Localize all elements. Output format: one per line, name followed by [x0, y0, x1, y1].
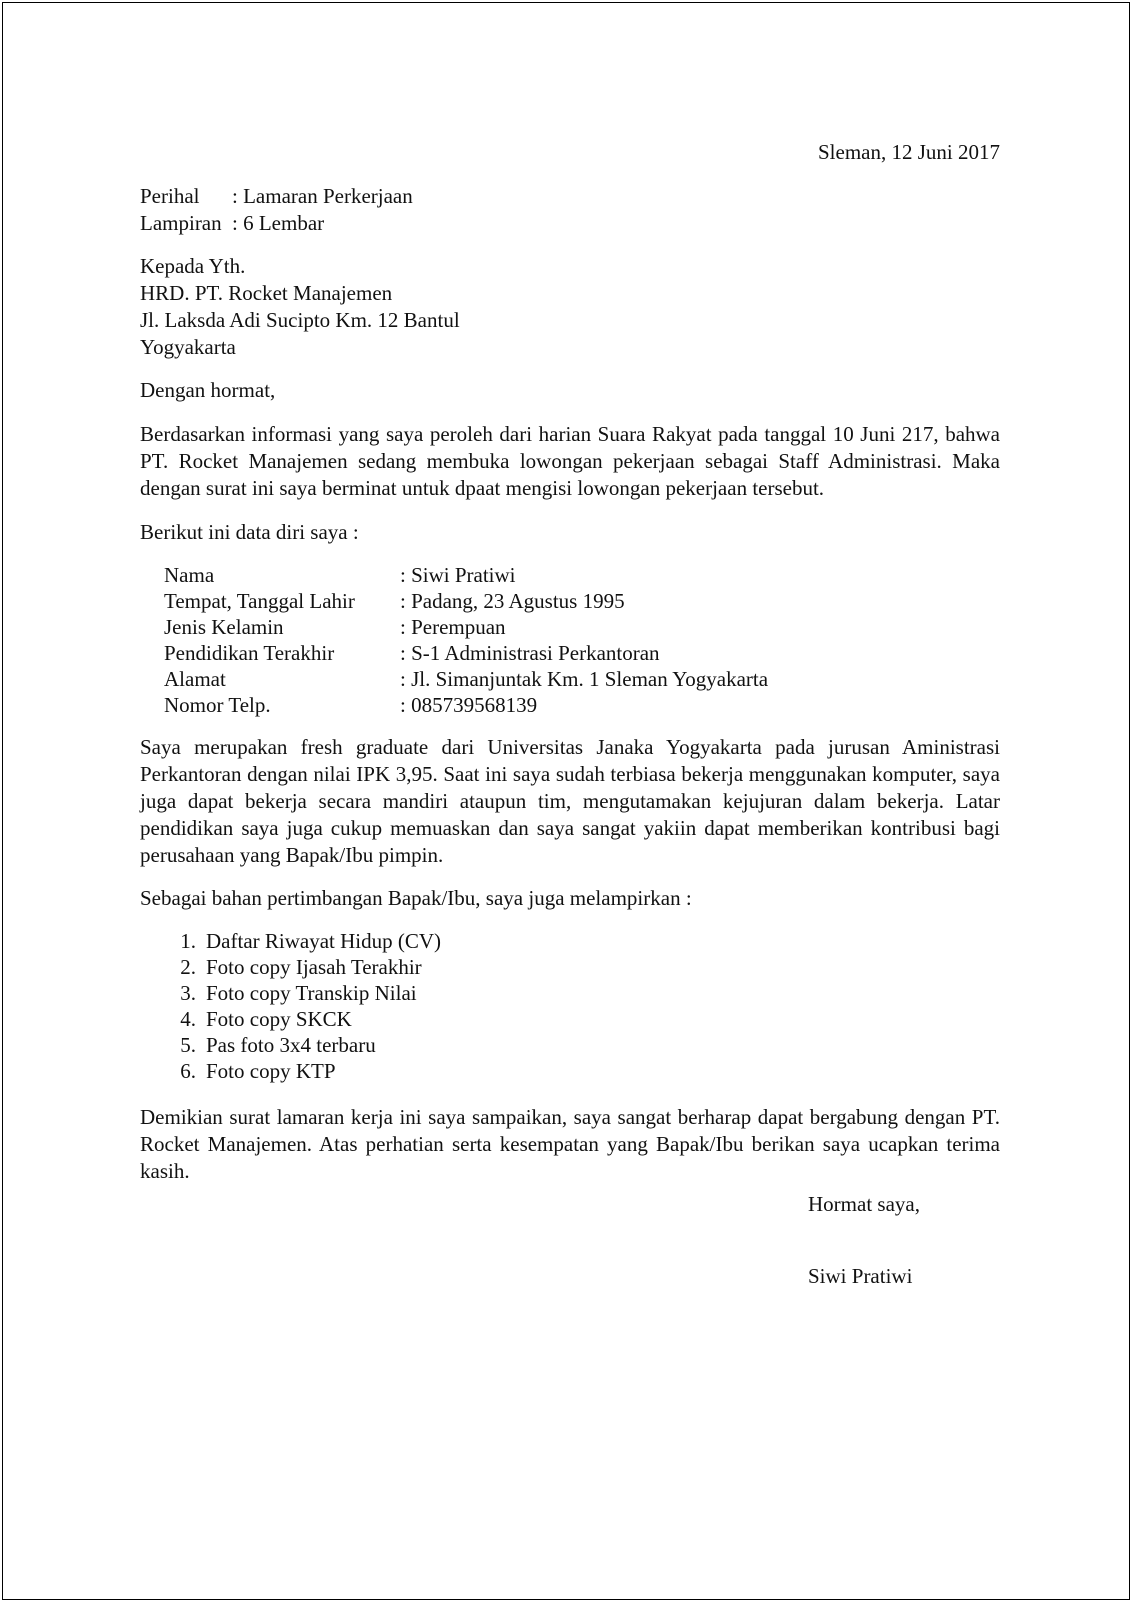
attachment-item	[140, 954, 1000, 980]
personal-data-row	[164, 614, 768, 640]
attachment-count-value: : 6 Lembar	[232, 211, 325, 235]
personal-data-value: : Perempuan	[400, 615, 506, 639]
attachment-text: Pas foto 3x4 terbaru	[206, 1033, 376, 1057]
attachment-number: 5.	[180, 1033, 196, 1057]
attachment-item	[140, 1058, 1000, 1084]
attachment-count-row	[140, 210, 1000, 237]
personal-data-value: : Siwi Pratiwi	[400, 563, 516, 587]
attachment-number: 3.	[180, 981, 196, 1005]
letter-date: Sleman, 12 Juni 2017	[818, 140, 1000, 164]
personal-data-value: : S-1 Administrasi Perkantoran	[400, 641, 660, 665]
personal-data-value: : Jl. Simanjuntak Km. 1 Sleman Yogyakarta	[400, 667, 769, 691]
attachment-count-label: Lampiran	[140, 211, 222, 235]
personal-data-value: : 085739568139	[400, 693, 538, 717]
letter-body	[140, 139, 1000, 1288]
recipient-line: Kepada Yth.	[140, 254, 246, 278]
personal-data-label: Nomor Telp.	[164, 693, 271, 717]
personal-data-table	[164, 562, 768, 718]
attachment-number: 4.	[180, 1007, 196, 1031]
signature-name: Siwi Pratiwi	[808, 1264, 913, 1288]
personal-data-row	[164, 562, 768, 588]
personal-data-label: Jenis Kelamin	[164, 615, 284, 639]
greeting: Dengan hormat,	[140, 378, 276, 402]
personal-data-label: Pendidikan Terakhir	[164, 641, 335, 665]
attachment-number: 2.	[180, 955, 196, 979]
attachments-list	[140, 928, 1000, 1084]
attachment-item	[140, 928, 1000, 954]
letter-page	[2, 2, 1130, 1600]
recipient-block	[140, 253, 1000, 361]
attachment-text: Foto copy Ijasah Terakhir	[206, 955, 422, 979]
attachment-text: Foto copy KTP	[206, 1059, 336, 1083]
personal-data-row	[164, 666, 768, 692]
subject-label: Perihal	[140, 184, 200, 208]
attachment-number: 1.	[180, 929, 196, 953]
closing-paragraph: Demikian surat lamaran kerja ini saya sampaikan, saya sangat berharap dapat bergabung dengan PT. Rocket Manajemen. Atas perhatian serta kesempatan yang Bapak/Ibu berikan saya ucapkan terima kasih.	[140, 1105, 1000, 1183]
personal-data-label: Tempat, Tanggal Lahir	[164, 589, 355, 613]
attachments-intro: Sebagai bahan pertimbangan Bapak/Ibu, saya juga melampirkan :	[140, 886, 692, 910]
qualification-paragraph: Saya merupakan fresh graduate dari Universitas Janaka Yogyakarta pada jurusan Aministrasi Perkantoran dengan nilai IPK 3,95. Saat ini saya sudah terbiasa bekerja menggunakan komputer, saya juga dapat bekerja secara mandiri ataupun tim, mengutamakan kejujuran dalam bekerja. Latar pendidikan saya juga cukup memuaskan dan saya sangat yakiin dapat memberikan kontribusi bagi perusahaan yang Bapak/Ibu pimpin.	[140, 735, 1000, 867]
attachment-text: Foto copy SKCK	[206, 1007, 352, 1031]
opening-paragraph: Berdasarkan informasi yang saya peroleh dari harian Suara Rakyat pada tanggal 10 Juni 217, bahwa PT. Rocket Manajemen sedang membuka lowongan pekerjaan sebagai Staff Administrasi. Maka dengan surat ini saya berminat untuk dpaat mengisi lowongan pekerjaan tersebut.	[140, 422, 1000, 500]
attachment-item	[140, 1032, 1000, 1058]
recipient-line: Jl. Laksda Adi Sucipto Km. 12 Bantul	[140, 308, 460, 332]
personal-data-intro: Berikut ini data diri saya :	[140, 520, 359, 544]
recipient-line: Yogyakarta	[140, 335, 236, 359]
sign-off: Hormat saya,	[808, 1192, 920, 1216]
attachment-text: Foto copy Transkip Nilai	[206, 981, 417, 1005]
personal-data-label: Nama	[164, 563, 215, 587]
personal-data-row	[164, 692, 768, 718]
personal-data-value: : Padang, 23 Agustus 1995	[400, 589, 625, 613]
attachment-text: Daftar Riwayat Hidup (CV)	[206, 929, 442, 953]
recipient-line: HRD. PT. Rocket Manajemen	[140, 281, 393, 305]
personal-data-row	[164, 588, 768, 614]
attachment-number: 6.	[180, 1059, 196, 1083]
subject-value: : Lamaran Perkerjaan	[232, 184, 413, 208]
personal-data-label: Alamat	[164, 667, 226, 691]
personal-data-row	[164, 640, 768, 666]
attachment-item	[140, 1006, 1000, 1032]
attachment-item	[140, 980, 1000, 1006]
subject-row	[140, 183, 1000, 210]
